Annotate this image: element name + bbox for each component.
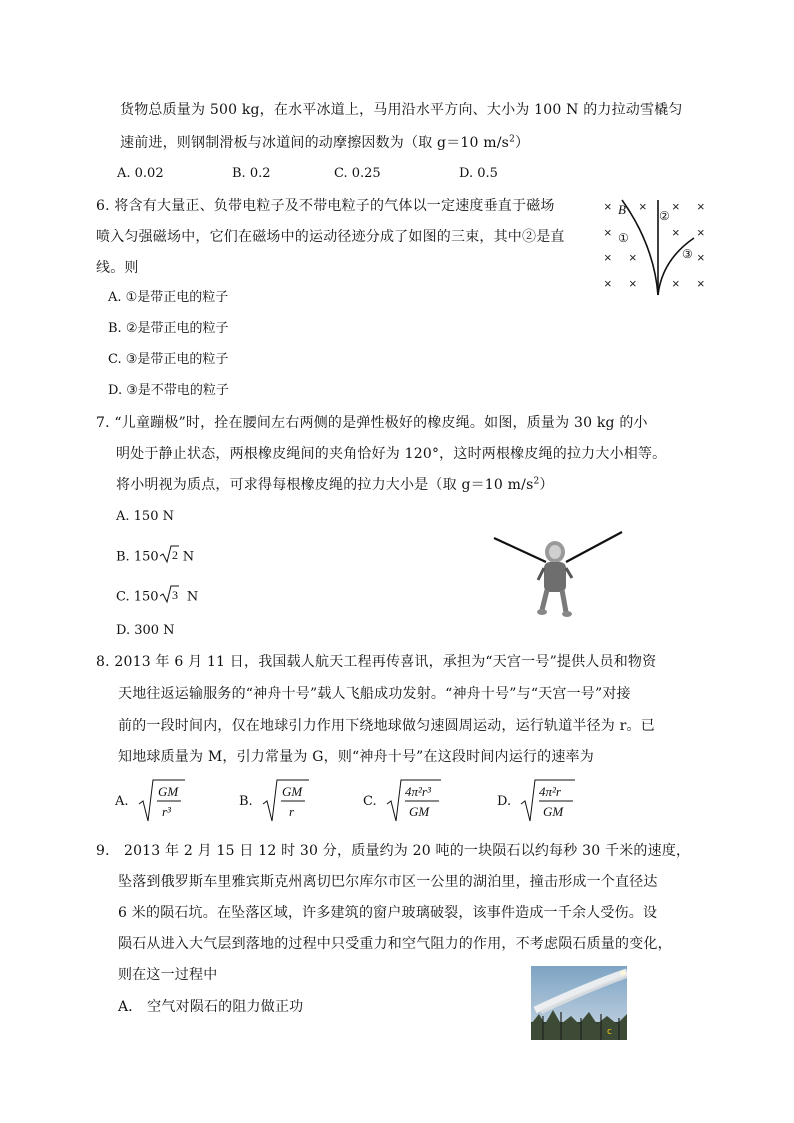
cross-mark: × (629, 276, 637, 291)
cross-mark: × (672, 199, 680, 214)
q5-option-d: D. 0.5 (459, 166, 498, 181)
child-bungee-image (492, 528, 624, 620)
q7-line-1: 7. “儿童蹦极”时，拴在腰间左右两侧的是弹性极好的橡皮绳。如图，质量为 30 kg 的小 (96, 415, 648, 431)
cross-mark: × (604, 199, 612, 214)
q7-line-3-sup: 2 (533, 476, 540, 487)
q8-c-numerator: 4π²r³ (405, 784, 431, 799)
q5-line-2-sup: 2 (509, 134, 515, 145)
cross-mark: × (697, 250, 705, 265)
cross-mark: × (604, 276, 612, 291)
q7-line-3 (116, 476, 554, 494)
cross-mark: × (697, 276, 705, 291)
meteor-photo (531, 966, 627, 1040)
q7-option-b-prefix: B. 150 (116, 549, 159, 565)
q5-line-2-end: ） (515, 135, 530, 151)
q5-line-2 (120, 134, 529, 152)
q8-options (115, 778, 615, 824)
q9-line-5: 则在这一过程中 (118, 967, 218, 983)
q9-line-2: 坠落到俄罗斯车里雅宾斯克州离切巴尔库尔市区一公里的湖泊里，撞击形成一个直径达 (118, 874, 658, 890)
cross-mark: × (672, 276, 680, 291)
sqrt-radicand: 2 (171, 548, 178, 562)
svg-text:c: c (607, 1027, 612, 1037)
cross-mark: × (604, 225, 612, 240)
q7-line-2: 明处于静止状态，两根橡皮绳间的夹角恰好为 120°，这时两根橡皮绳的拉力大小相等。 (116, 446, 667, 462)
cross-mark: × (629, 250, 637, 265)
q7-option-b-unit: N (182, 549, 195, 565)
track-2-label: ② (659, 209, 670, 223)
q8-a-denominator: r³ (162, 804, 171, 819)
q8-option-b-label: B. (239, 794, 253, 809)
q6-option-c: C. ③是带正电的粒子 (108, 352, 229, 367)
q8-line-4: 知地球质量为 M，引力常量为 G，则“神舟十号”在这段时间内运行的速率为 (118, 749, 594, 765)
q7-option-b (116, 544, 194, 570)
q8-option-a-formula (137, 778, 187, 824)
sqrt-symbol (159, 584, 179, 610)
cross-mark: × (697, 199, 705, 214)
q7-option-c-unit: N (186, 589, 199, 605)
q8-d-numerator: 4π²r (539, 784, 561, 799)
cross-mark: × (639, 199, 647, 214)
q9-line-1: 9． 2013 年 2 月 15 日 12 时 30 分，质量约为 20 吨的一块陨石以约每秒 30 千米的速度， (96, 843, 691, 859)
q5-line-1: 货物总质量为 500 kg，在水平冰道上，马用沿水平方向、大小为 100 N 的力拉动雪橇匀 (120, 102, 683, 118)
q8-option-d-label: D. (497, 794, 512, 809)
q8-option-b-formula (261, 778, 311, 824)
track-1-curve (622, 200, 658, 295)
q9-line-3: 6 米的陨石坑。在坠落区域，许多建筑的窗户玻璃破裂，该事件造成一千余人受伤。设 (118, 905, 658, 921)
q7-line-3-text: 将小明视为质点，可求得每根橡皮绳的拉力大小是（取 g＝10 m/s (116, 477, 534, 493)
q6-line-3: 线。则 (96, 260, 139, 276)
q6-option-a: A. ①是带正电的粒子 (108, 290, 229, 305)
q9-option-a: A． 空气对陨石的阻力做正功 (118, 999, 304, 1015)
cross-mark: × (604, 250, 612, 265)
q7-option-a: A. 150 N (116, 509, 174, 524)
q8-b-denominator: r (289, 804, 295, 819)
q6-line-2: 喷入匀强磁场中，它们在磁场中的运动径迹分成了如图的三束，其中②是直 (96, 229, 565, 245)
cross-mark: × (672, 225, 680, 240)
q8-c-denominator: GM (409, 804, 430, 819)
q7-option-c (116, 584, 198, 610)
q6-option-d: D. ③是不带电的粒子 (108, 383, 229, 398)
q6-line-1: 6. 将含有大量正、负带电粒子及不带电粒子的气体以一定速度垂直于磁场 (96, 198, 555, 214)
q7-option-c-prefix: C. 150 (116, 589, 159, 605)
q7-option-d: D. 300 N (116, 623, 175, 638)
particle-tracks-diagram (596, 190, 716, 300)
sqrt-symbol (159, 544, 179, 570)
q8-a-numerator: GM (158, 784, 179, 799)
q6-option-b: B. ②是带正电的粒子 (108, 321, 229, 336)
field-label-b: B (618, 202, 626, 217)
q8-line-2: 天地往返运输服务的“神舟十号”载人飞船成功发射。“神舟十号”与“天宫一号”对接 (118, 686, 631, 702)
q5-option-c: C. 0.25 (334, 166, 381, 181)
q9-line-4: 陨石从进入大气层到落地的过程中只受重力和空气阻力的作用，不考虑陨石质量的变化， (118, 936, 672, 952)
q7-line-3-end: ） (539, 477, 554, 493)
q5-line-2-text: 速前进，则钢制滑板与冰道间的动摩擦因数为（取 g＝10 m/s (120, 135, 510, 151)
q5-option-b: B. 0.2 (232, 166, 271, 181)
q8-line-1: 8. 2013 年 6 月 11 日，我国载人航天工程再传喜讯，承担为“天宫一号”提供人员和物资 (96, 654, 657, 670)
track-1-label: ① (618, 231, 629, 245)
q8-b-numerator: GM (282, 784, 303, 799)
q8-option-d-formula (519, 778, 577, 824)
q8-option-a-label: A. (115, 794, 129, 809)
cross-mark: × (697, 225, 705, 240)
q8-line-3: 前的一段时间内，仅在地球引力作用下绕地球做匀速圆周运动，运行轨道半径为 r。已 (118, 718, 655, 734)
q8-d-denominator: GM (543, 804, 564, 819)
q8-option-c-formula (385, 778, 443, 824)
q8-option-c-label: C. (363, 794, 377, 809)
magnetic-field-figure (596, 190, 716, 300)
q5-option-a: A. 0.02 (117, 166, 164, 181)
sqrt-radicand: 3 (171, 588, 178, 602)
track-3-label: ③ (682, 247, 693, 261)
